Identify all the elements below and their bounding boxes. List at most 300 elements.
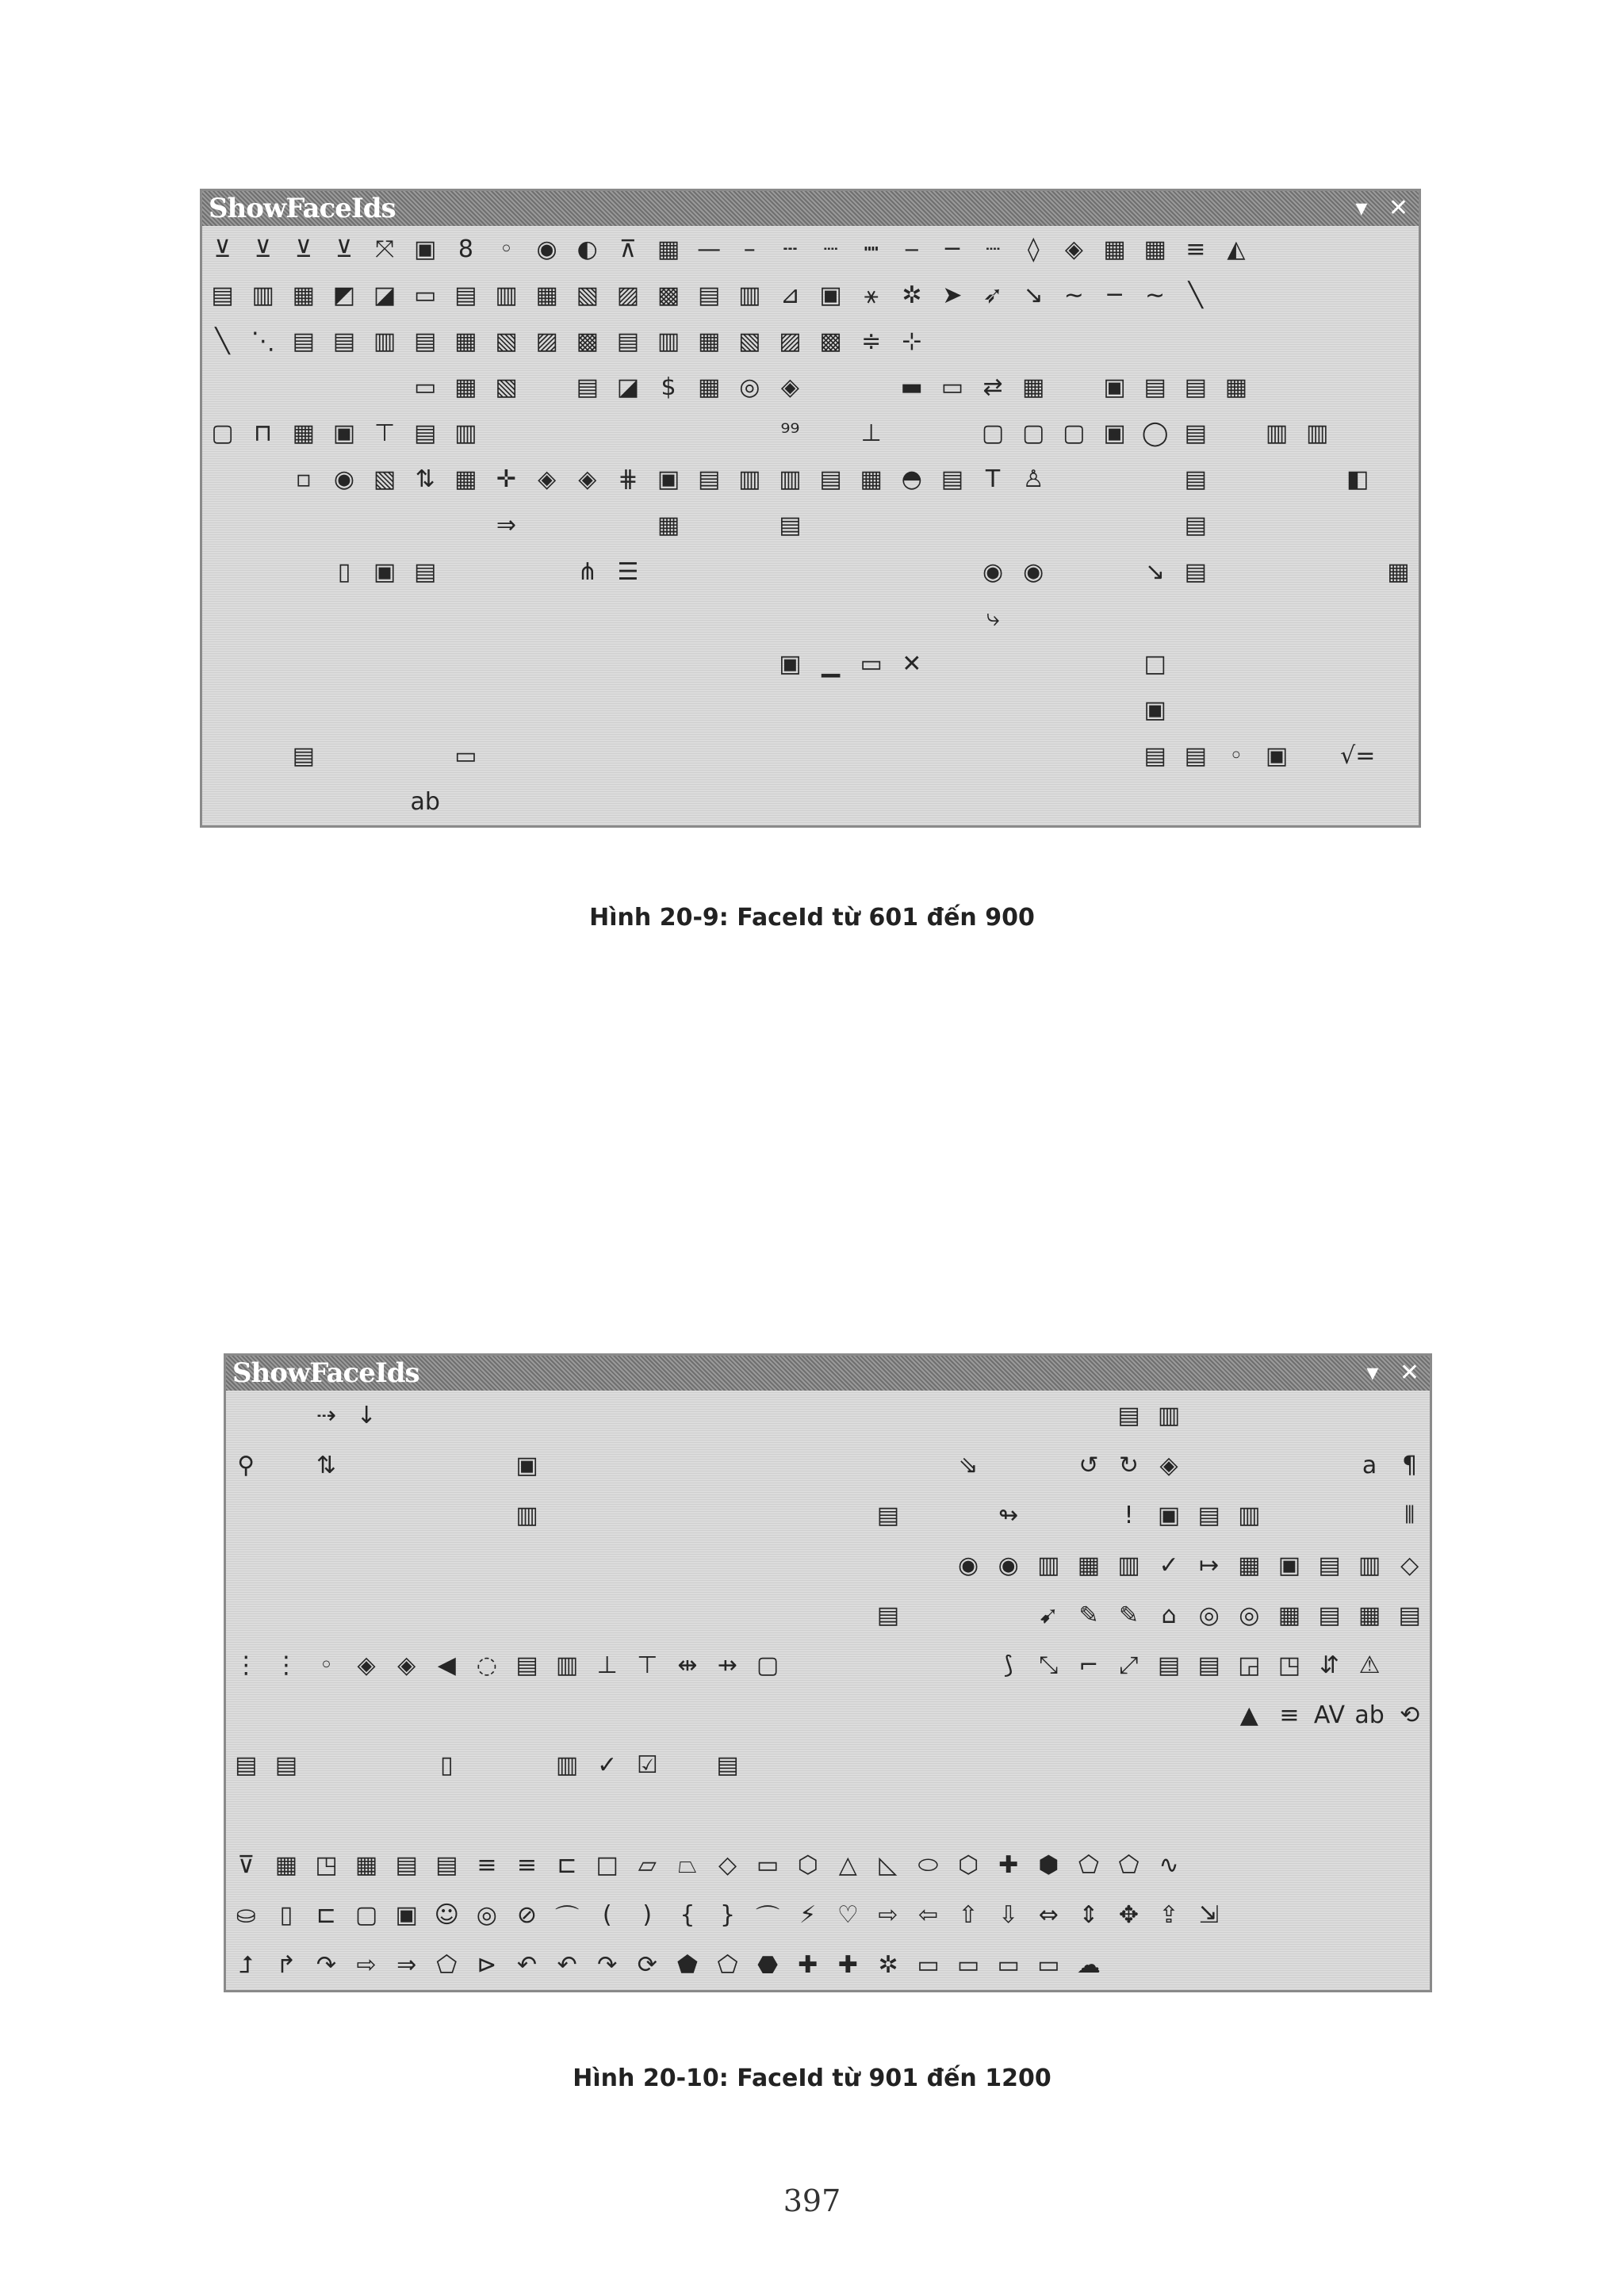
faceid-button-icon[interactable]: ◇ <box>718 1851 737 1879</box>
faceid-button-icon[interactable]: ⫴ <box>1404 1502 1415 1529</box>
faceid-button-icon[interactable]: ▢ <box>1022 419 1045 448</box>
faceid-button-icon[interactable]: ▦ <box>454 465 477 494</box>
faceid-button-icon[interactable]: ▦ <box>1358 1601 1381 1629</box>
faceid-button-icon[interactable]: ‒ <box>904 235 920 263</box>
faceid-button-icon[interactable]: ▤ <box>779 511 802 540</box>
faceid-button-icon[interactable]: ▥ <box>454 419 477 448</box>
faceid-button-icon[interactable]: ≑ <box>861 327 882 355</box>
window-titlebar[interactable] <box>226 1356 1430 1391</box>
faceid-button-icon[interactable]: ▥ <box>1238 1502 1261 1529</box>
faceid-button-icon[interactable]: ⇪ <box>1159 1901 1179 1929</box>
faceid-button-icon[interactable]: ◦ <box>319 1651 334 1679</box>
faceid-button-icon[interactable]: ✓ <box>597 1751 618 1779</box>
faceid-button-icon[interactable]: ◧ <box>1346 465 1369 494</box>
dropdown-arrow-icon[interactable]: ▾ <box>1366 1359 1378 1387</box>
faceid-button-icon[interactable]: ✲ <box>878 1951 898 1979</box>
faceid-button-icon[interactable]: ▥ <box>515 1502 538 1529</box>
faceid-button-icon[interactable]: ◎ <box>1239 1601 1260 1629</box>
faceid-button-icon[interactable]: ▦ <box>1238 1552 1261 1579</box>
faceid-button-icon[interactable]: ⊥ <box>596 1651 618 1679</box>
faceid-button-icon[interactable]: ✎ <box>1118 1601 1139 1629</box>
faceid-button-icon[interactable]: ◦ <box>1229 742 1243 771</box>
faceid-button-icon[interactable]: ▢ <box>981 419 1005 448</box>
faceid-button-icon[interactable]: ▥ <box>1157 1402 1181 1429</box>
faceid-button-icon[interactable]: ⇘ <box>958 1452 979 1479</box>
faceid-button-icon[interactable]: ⬣ <box>756 1951 779 1979</box>
faceid-button-icon[interactable]: ⇲ <box>1199 1901 1220 1929</box>
window-titlebar[interactable] <box>202 191 1419 226</box>
faceid-button-icon[interactable]: ⇒ <box>396 1951 417 1979</box>
faceid-button-icon[interactable]: ⬭ <box>917 1851 939 1879</box>
faceid-button-icon[interactable]: ▭ <box>860 649 883 678</box>
faceid-button-icon[interactable]: ▤ <box>1184 465 1207 494</box>
faceid-button-icon[interactable]: ▥ <box>779 465 802 494</box>
faceid-button-icon[interactable]: ∼ <box>1063 281 1084 309</box>
faceid-button-icon[interactable]: ▧ <box>738 327 761 355</box>
faceid-button-icon[interactable]: ▤ <box>274 1751 298 1779</box>
faceid-button-icon[interactable]: ◎ <box>476 1901 497 1929</box>
faceid-button-icon[interactable]: ▭ <box>414 373 437 402</box>
faceid-button-icon[interactable]: ▦ <box>274 1851 298 1879</box>
faceid-button-icon[interactable]: – <box>743 235 756 263</box>
faceid-button-icon[interactable]: ⊻ <box>294 235 312 263</box>
faceid-button-icon[interactable]: ▤ <box>292 327 315 355</box>
faceid-button-icon[interactable]: ▦ <box>657 235 680 263</box>
faceid-button-icon[interactable]: ≡ <box>1279 1701 1300 1729</box>
faceid-button-icon[interactable]: ▣ <box>1103 419 1126 448</box>
faceid-button-icon[interactable]: ▤ <box>616 327 640 355</box>
faceid-button-icon[interactable]: ▦ <box>1022 373 1045 402</box>
faceid-button-icon[interactable]: ⬠ <box>1118 1851 1139 1879</box>
faceid-button-icon[interactable]: ⋱ <box>251 327 275 355</box>
faceid-button-icon[interactable]: ◈ <box>538 465 557 494</box>
faceid-button-icon[interactable]: ≡ <box>1185 235 1206 263</box>
faceid-button-icon[interactable]: ⟲ <box>1400 1701 1420 1729</box>
faceid-button-icon[interactable]: ◇ <box>1400 1552 1419 1579</box>
faceid-button-icon[interactable]: ✛ <box>496 465 517 494</box>
faceid-button-icon[interactable]: ▣ <box>819 281 842 309</box>
faceid-button-icon[interactable]: ◈ <box>1159 1452 1178 1479</box>
faceid-button-icon[interactable]: ⊤ <box>637 1651 658 1679</box>
faceid-button-icon[interactable]: { <box>680 1901 695 1929</box>
faceid-button-icon[interactable]: ↷ <box>316 1951 337 1979</box>
faceid-button-icon[interactable]: ✕ <box>902 649 922 678</box>
faceid-button-icon[interactable]: ⊼ <box>619 235 637 263</box>
faceid-button-icon[interactable]: ▤ <box>697 281 721 309</box>
faceid-button-icon[interactable]: ◊ <box>1027 235 1040 263</box>
faceid-button-icon[interactable]: ⊻ <box>213 235 232 263</box>
faceid-button-icon[interactable]: ┈ <box>986 235 1001 263</box>
faceid-button-icon[interactable]: ▦ <box>535 281 558 309</box>
faceid-button-icon[interactable]: ▲ <box>1239 1701 1258 1729</box>
faceid-button-icon[interactable]: ◪ <box>373 281 396 309</box>
faceid-button-icon[interactable]: ◯ <box>1141 419 1169 448</box>
faceid-button-icon[interactable]: ⇦ <box>917 1901 939 1929</box>
faceid-button-icon[interactable]: ↱ <box>276 1951 297 1979</box>
faceid-button-icon[interactable]: ➤ <box>942 281 963 309</box>
faceid-button-icon[interactable]: ☺ <box>434 1901 459 1929</box>
faceid-button-icon[interactable]: ✓ <box>1159 1552 1179 1579</box>
faceid-button-icon[interactable]: ▤ <box>697 465 721 494</box>
faceid-button-icon[interactable]: $ <box>661 373 676 402</box>
faceid-button-icon[interactable]: ⋕ <box>618 465 638 494</box>
faceid-button-icon[interactable]: ▭ <box>997 1951 1020 1979</box>
faceid-button-icon[interactable]: ▤ <box>1318 1601 1341 1629</box>
faceid-button-icon[interactable]: ✥ <box>1118 1901 1139 1929</box>
faceid-button-icon[interactable]: ⚠ <box>1358 1651 1381 1679</box>
faceid-button-icon[interactable]: ▤ <box>435 1851 458 1879</box>
faceid-button-icon[interactable]: ▥ <box>495 281 518 309</box>
faceid-button-icon[interactable]: ↺ <box>1078 1452 1099 1479</box>
faceid-button-icon[interactable]: ▦ <box>1224 373 1248 402</box>
faceid-button-icon[interactable]: ⊻ <box>254 235 272 263</box>
faceid-button-icon[interactable]: ▦ <box>292 419 315 448</box>
faceid-button-icon[interactable]: ♙ <box>1022 465 1044 494</box>
faceid-button-icon[interactable]: ⊽ <box>237 1851 255 1879</box>
faceid-button-icon[interactable]: ⬟ <box>676 1951 698 1979</box>
faceid-button-icon[interactable]: ◲ <box>1238 1651 1261 1679</box>
faceid-button-icon[interactable]: ⏢ <box>677 1851 697 1879</box>
faceid-button-icon[interactable]: ¶ <box>1402 1452 1418 1479</box>
faceid-button-icon[interactable]: ⚲ <box>237 1452 255 1479</box>
faceid-button-icon[interactable]: ▢ <box>354 1901 378 1929</box>
faceid-button-icon[interactable]: ▭ <box>956 1951 980 1979</box>
faceid-button-icon[interactable]: ▧ <box>576 281 599 309</box>
faceid-button-icon[interactable]: ∿ <box>1159 1851 1179 1879</box>
faceid-button-icon[interactable]: ⇸ <box>717 1651 738 1679</box>
faceid-button-icon[interactable]: ⬡ <box>797 1851 818 1879</box>
faceid-button-icon[interactable]: ✚ <box>798 1951 818 1979</box>
faceid-button-icon[interactable]: ▣ <box>1277 1552 1301 1579</box>
faceid-button-icon[interactable]: ▣ <box>515 1452 538 1479</box>
faceid-button-icon[interactable]: ⇢ <box>316 1402 337 1429</box>
faceid-button-icon[interactable]: ▦ <box>1277 1601 1301 1629</box>
faceid-button-icon[interactable]: ▤ <box>1143 373 1166 402</box>
faceid-button-icon[interactable]: ⤡ <box>1039 1651 1059 1679</box>
faceid-button-icon[interactable]: ▥ <box>738 465 761 494</box>
faceid-button-icon[interactable]: ▨ <box>535 327 558 355</box>
faceid-button-icon[interactable]: ⇨ <box>356 1951 377 1979</box>
faceid-button-icon[interactable]: ◈ <box>1064 235 1083 263</box>
faceid-button-icon[interactable]: ⬠ <box>1078 1851 1099 1879</box>
faceid-button-icon[interactable]: ▭ <box>1037 1951 1060 1979</box>
faceid-button-icon[interactable]: ◈ <box>780 373 799 402</box>
faceid-button-icon[interactable]: ▤ <box>1143 742 1166 771</box>
faceid-button-icon[interactable]: ⇹ <box>677 1651 698 1679</box>
faceid-button-icon[interactable]: ◳ <box>1277 1651 1301 1679</box>
faceid-button-icon[interactable]: ┈ <box>823 235 838 263</box>
faceid-button-icon[interactable]: ⊘ <box>516 1901 538 1929</box>
faceid-button-icon[interactable]: ≡ <box>477 1851 497 1879</box>
faceid-button-icon[interactable]: ☰ <box>617 557 639 586</box>
faceid-button-icon[interactable]: — <box>697 235 722 263</box>
faceid-button-icon[interactable]: ◉ <box>958 1552 979 1579</box>
faceid-button-icon[interactable]: ▣ <box>414 235 437 263</box>
faceid-button-icon[interactable]: ▤ <box>1318 1552 1341 1579</box>
faceid-button-icon[interactable]: ◩ <box>332 281 356 309</box>
faceid-button-icon[interactable]: ⟆ <box>1003 1651 1013 1679</box>
faceid-button-icon[interactable]: ┉ <box>864 235 879 263</box>
faceid-button-icon[interactable]: ⊿ <box>779 281 800 309</box>
faceid-button-icon[interactable]: ▯ <box>279 1901 293 1929</box>
faceid-button-icon[interactable]: ⚡ <box>799 1901 817 1929</box>
faceid-button-icon[interactable]: ☁ <box>1076 1951 1101 1979</box>
faceid-button-icon[interactable]: ▭ <box>917 1951 940 1979</box>
faceid-button-icon[interactable]: ⊳ <box>477 1951 497 1979</box>
faceid-button-icon[interactable]: ╲ <box>1188 281 1203 309</box>
faceid-button-icon[interactable]: ▱ <box>638 1851 657 1879</box>
faceid-button-icon[interactable]: ↻ <box>1118 1452 1139 1479</box>
faceid-button-icon[interactable]: ab <box>410 788 440 817</box>
faceid-button-icon[interactable]: ◉ <box>998 1552 1019 1579</box>
faceid-button-icon[interactable]: ⊹ <box>902 327 922 355</box>
faceid-button-icon[interactable]: ✚ <box>998 1851 1019 1879</box>
faceid-button-icon[interactable]: ▤ <box>454 281 477 309</box>
faceid-button-icon[interactable]: ▩ <box>819 327 842 355</box>
faceid-button-icon[interactable]: ◺ <box>879 1851 898 1879</box>
faceid-button-icon[interactable]: ↬ <box>998 1502 1019 1529</box>
faceid-button-icon[interactable]: ✎ <box>1078 1601 1099 1629</box>
faceid-button-icon[interactable]: ▤ <box>876 1502 900 1529</box>
faceid-button-icon[interactable]: ─ <box>944 235 959 263</box>
faceid-button-icon[interactable]: ⟳ <box>637 1951 657 1979</box>
faceid-button-icon[interactable]: ▦ <box>1077 1552 1101 1579</box>
faceid-button-icon[interactable]: ➶ <box>982 281 1003 309</box>
faceid-button-icon[interactable]: ▣ <box>657 465 680 494</box>
faceid-button-icon[interactable]: ▭ <box>454 742 477 771</box>
faceid-button-icon[interactable]: ⊓ <box>253 419 273 448</box>
faceid-button-icon[interactable]: AV <box>1313 1701 1346 1729</box>
faceid-button-icon[interactable]: ▭ <box>756 1851 779 1879</box>
faceid-button-icon[interactable]: ▨ <box>779 327 802 355</box>
faceid-button-icon[interactable]: ▯ <box>337 557 351 586</box>
faceid-button-icon[interactable]: ▤ <box>292 742 315 771</box>
faceid-button-icon[interactable]: ▧ <box>495 373 518 402</box>
faceid-button-icon[interactable]: ▤ <box>1117 1402 1140 1429</box>
faceid-button-icon[interactable]: ▨ <box>616 281 640 309</box>
faceid-button-icon[interactable]: } <box>719 1901 736 1929</box>
faceid-button-icon[interactable]: ▤ <box>876 1601 900 1629</box>
faceid-button-icon[interactable]: □ <box>596 1851 619 1879</box>
faceid-button-icon[interactable]: ✲ <box>902 281 922 309</box>
faceid-button-icon[interactable]: △ <box>838 1851 857 1879</box>
faceid-button-icon[interactable]: ◪ <box>616 373 640 402</box>
faceid-button-icon[interactable]: ▤ <box>1184 511 1207 540</box>
faceid-button-icon[interactable]: ⇔ <box>1038 1901 1059 1929</box>
faceid-button-icon[interactable]: ⌐ <box>1078 1651 1099 1679</box>
faceid-button-icon[interactable]: ∼ <box>1145 281 1166 309</box>
faceid-button-icon[interactable]: ▦ <box>454 327 477 355</box>
faceid-button-icon[interactable]: ▤ <box>1184 419 1207 448</box>
faceid-button-icon[interactable]: ▩ <box>657 281 680 309</box>
faceid-button-icon[interactable]: ◉ <box>536 235 557 263</box>
faceid-button-icon[interactable]: ⇧ <box>958 1901 979 1929</box>
faceid-button-icon[interactable]: ( <box>602 1901 612 1929</box>
faceid-button-icon[interactable]: ▦ <box>1103 235 1126 263</box>
faceid-button-icon[interactable]: ▣ <box>395 1901 418 1929</box>
faceid-button-icon[interactable]: ↘ <box>1145 557 1166 586</box>
faceid-button-icon[interactable]: √= <box>1340 742 1376 771</box>
faceid-button-icon[interactable]: ⇨ <box>878 1901 898 1929</box>
faceid-button-icon[interactable]: ▤ <box>1398 1601 1421 1629</box>
faceid-button-icon[interactable]: ▢ <box>756 1651 779 1679</box>
faceid-button-icon[interactable]: ↷ <box>597 1951 618 1979</box>
faceid-button-icon[interactable]: ▥ <box>1305 419 1329 448</box>
faceid-button-icon[interactable]: ┄ <box>783 235 798 263</box>
faceid-button-icon[interactable]: ! <box>1124 1502 1134 1529</box>
faceid-button-icon[interactable]: ▥ <box>738 281 761 309</box>
faceid-button-icon[interactable]: ▤ <box>1184 373 1207 402</box>
faceid-button-icon[interactable]: ▦ <box>657 511 680 540</box>
dropdown-arrow-icon[interactable]: ▾ <box>1355 194 1367 222</box>
faceid-button-icon[interactable]: ◦ <box>499 235 514 263</box>
faceid-button-icon[interactable]: ▥ <box>555 1751 579 1779</box>
faceid-button-icon[interactable]: ➹ <box>1038 1601 1059 1629</box>
faceid-button-icon[interactable]: ↶ <box>516 1951 538 1979</box>
faceid-button-icon[interactable]: ⤧ <box>375 235 395 263</box>
faceid-button-icon[interactable]: ◎ <box>1198 1601 1220 1629</box>
faceid-button-icon[interactable]: ▤ <box>1184 742 1207 771</box>
faceid-button-icon[interactable]: ▁ <box>822 649 841 678</box>
faceid-button-icon[interactable]: ▤ <box>515 1651 538 1679</box>
faceid-button-icon[interactable]: ⋮ <box>274 1651 298 1679</box>
faceid-button-icon[interactable]: ◌ <box>476 1651 497 1679</box>
faceid-button-icon[interactable]: ▦ <box>292 281 315 309</box>
faceid-button-icon[interactable]: ⬡ <box>957 1851 979 1879</box>
faceid-button-icon[interactable]: ⇵ <box>1319 1651 1340 1679</box>
faceid-button-icon[interactable]: 8 <box>458 235 473 263</box>
faceid-button-icon[interactable]: ↶ <box>557 1951 577 1979</box>
faceid-button-icon[interactable]: ▣ <box>373 557 396 586</box>
faceid-button-icon[interactable]: ⬢ <box>1038 1851 1059 1879</box>
faceid-button-icon[interactable]: ▥ <box>373 327 396 355</box>
faceid-button-icon[interactable]: T <box>985 465 1001 494</box>
faceid-button-icon[interactable]: ▤ <box>414 327 437 355</box>
faceid-button-icon[interactable]: ▦ <box>860 465 883 494</box>
faceid-button-icon[interactable]: ▤ <box>576 373 599 402</box>
faceid-button-icon[interactable]: ⁹⁹ <box>780 419 800 448</box>
faceid-button-icon[interactable]: ⬠ <box>436 1951 458 1979</box>
faceid-button-icon[interactable]: ▤ <box>1157 1651 1181 1679</box>
faceid-button-icon[interactable]: ◈ <box>578 465 597 494</box>
close-icon[interactable]: ✕ <box>1388 194 1408 222</box>
faceid-button-icon[interactable]: ◈ <box>357 1651 376 1679</box>
faceid-button-icon[interactable]: ▧ <box>495 327 518 355</box>
faceid-button-icon[interactable]: ⚹ <box>864 281 879 309</box>
faceid-button-icon[interactable]: ▦ <box>1143 235 1166 263</box>
faceid-button-icon[interactable]: ▧ <box>373 465 396 494</box>
faceid-button-icon[interactable]: ▤ <box>414 557 437 586</box>
faceid-button-icon[interactable]: ▥ <box>555 1651 579 1679</box>
faceid-button-icon[interactable]: ⊤ <box>374 419 396 448</box>
faceid-button-icon[interactable]: ⋔ <box>577 557 598 586</box>
faceid-button-icon[interactable]: ▩ <box>576 327 599 355</box>
faceid-button-icon[interactable]: ▤ <box>332 327 356 355</box>
faceid-button-icon[interactable]: ▭ <box>940 373 964 402</box>
faceid-button-icon[interactable]: ⇅ <box>415 465 435 494</box>
faceid-button-icon[interactable]: ▥ <box>251 281 274 309</box>
faceid-button-icon[interactable]: ◉ <box>982 557 1004 586</box>
faceid-button-icon[interactable]: ⊥ <box>860 419 882 448</box>
faceid-button-icon[interactable]: a <box>1362 1452 1377 1479</box>
faceid-button-icon[interactable]: ⋮ <box>234 1651 259 1679</box>
faceid-button-icon[interactable]: ▭ <box>414 281 437 309</box>
faceid-button-icon[interactable]: ◎ <box>739 373 760 402</box>
faceid-button-icon[interactable]: ↓ <box>356 1402 377 1429</box>
faceid-button-icon[interactable]: ↘ <box>1023 281 1044 309</box>
faceid-button-icon[interactable]: ⤷ <box>986 603 1000 632</box>
faceid-button-icon[interactable]: ♡ <box>837 1901 859 1929</box>
faceid-button-icon[interactable]: ◭ <box>1227 235 1246 263</box>
faceid-button-icon[interactable]: ☑ <box>636 1751 658 1779</box>
faceid-button-icon[interactable]: ▦ <box>697 327 721 355</box>
faceid-button-icon[interactable]: ▤ <box>716 1751 739 1779</box>
faceid-button-icon[interactable]: ▤ <box>395 1851 418 1879</box>
faceid-button-icon[interactable]: ≡ <box>516 1851 538 1879</box>
faceid-button-icon[interactable]: ▣ <box>1157 1502 1181 1529</box>
faceid-button-icon[interactable]: ⇕ <box>1078 1901 1099 1929</box>
faceid-button-icon[interactable]: ◉ <box>1023 557 1044 586</box>
faceid-button-icon[interactable]: ▤ <box>211 281 234 309</box>
faceid-button-icon[interactable]: ▥ <box>1265 419 1289 448</box>
faceid-button-icon[interactable]: ⇄ <box>982 373 1003 402</box>
faceid-button-icon[interactable]: ▣ <box>1143 696 1166 725</box>
faceid-button-icon[interactable]: ▥ <box>1117 1552 1140 1579</box>
faceid-button-icon[interactable]: ↦ <box>1199 1552 1220 1579</box>
faceid-button-icon[interactable]: ⌒ <box>756 1904 780 1932</box>
faceid-button-icon[interactable]: ▬ <box>900 373 923 402</box>
faceid-button-icon[interactable]: ⇒ <box>496 511 517 540</box>
faceid-button-icon[interactable]: ⊏ <box>316 1901 337 1929</box>
faceid-button-icon[interactable]: ▤ <box>1197 1502 1220 1529</box>
faceid-button-icon[interactable]: ⛀ <box>236 1901 256 1929</box>
faceid-button-icon[interactable]: ─ <box>1107 281 1122 309</box>
faceid-button-icon[interactable]: ▤ <box>414 419 437 448</box>
faceid-button-icon[interactable]: ▥ <box>657 327 680 355</box>
faceid-button-icon[interactable]: ▢ <box>211 419 234 448</box>
faceid-button-icon[interactable]: ▥ <box>1358 1552 1381 1579</box>
faceid-button-icon[interactable]: ▣ <box>1265 742 1289 771</box>
faceid-button-icon[interactable]: ⌒ <box>555 1904 580 1932</box>
faceid-button-icon[interactable]: ⊻ <box>335 235 353 263</box>
faceid-button-icon[interactable]: ▢ <box>1063 419 1086 448</box>
faceid-button-icon[interactable]: ▫ <box>295 465 312 494</box>
faceid-button-icon[interactable]: ◈ <box>397 1651 416 1679</box>
faceid-button-icon[interactable]: ◉ <box>333 465 355 494</box>
close-icon[interactable]: ✕ <box>1399 1359 1419 1387</box>
faceid-button-icon[interactable]: ▤ <box>235 1751 258 1779</box>
faceid-button-icon[interactable]: ▣ <box>779 649 802 678</box>
faceid-button-icon[interactable]: ⤢ <box>1119 1651 1139 1679</box>
faceid-button-icon[interactable]: ▤ <box>1197 1651 1220 1679</box>
faceid-button-icon[interactable]: ◳ <box>315 1851 338 1879</box>
faceid-button-icon[interactable]: ⮥ <box>239 1951 254 1979</box>
faceid-button-icon[interactable]: ▦ <box>454 373 477 402</box>
faceid-button-icon[interactable]: ⌂ <box>1161 1601 1177 1629</box>
faceid-button-icon[interactable]: □ <box>1143 649 1166 678</box>
faceid-button-icon[interactable]: ▦ <box>1387 557 1410 586</box>
faceid-button-icon[interactable]: ▤ <box>940 465 964 494</box>
faceid-button-icon[interactable]: ▦ <box>354 1851 378 1879</box>
faceid-button-icon[interactable]: ▤ <box>819 465 842 494</box>
faceid-button-icon[interactable]: ▦ <box>697 373 721 402</box>
faceid-button-icon[interactable]: ⇅ <box>316 1452 337 1479</box>
faceid-button-icon[interactable]: ◓ <box>901 465 922 494</box>
faceid-button-icon[interactable]: ▯ <box>440 1751 454 1779</box>
faceid-button-icon[interactable]: ▥ <box>1037 1552 1060 1579</box>
faceid-button-icon[interactable]: ╲ <box>215 327 230 355</box>
faceid-button-icon[interactable]: ◐ <box>576 235 598 263</box>
